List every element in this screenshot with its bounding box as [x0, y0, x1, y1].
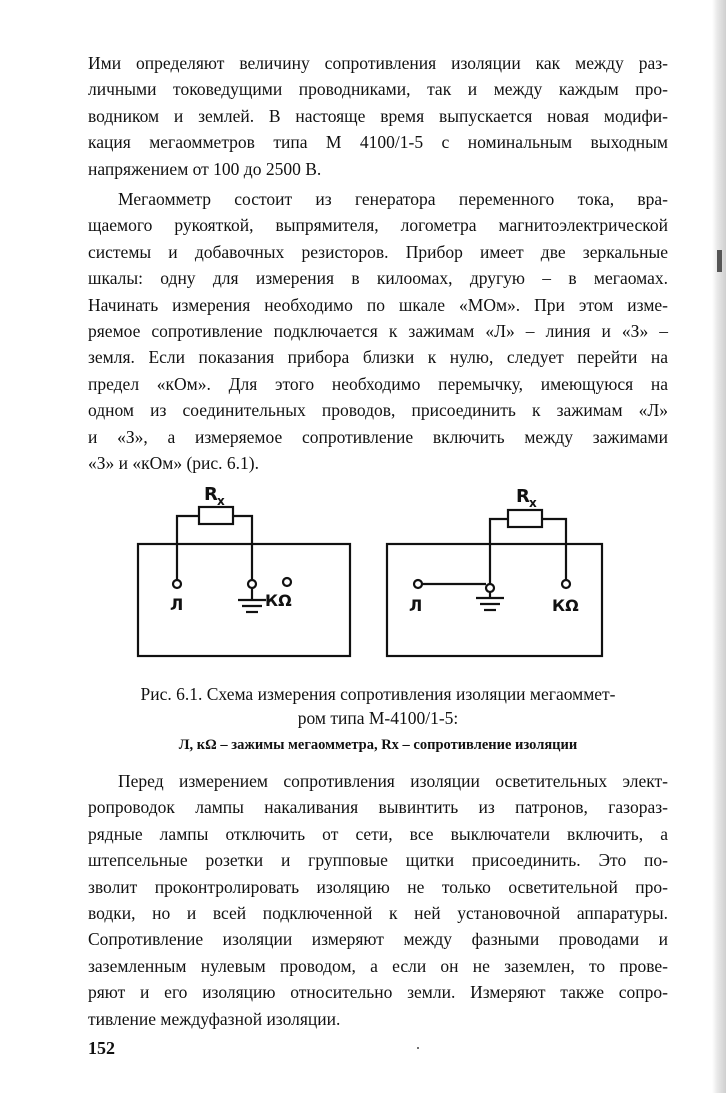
terminal-ground-left	[248, 580, 256, 588]
terminal-ground-right	[486, 584, 494, 592]
terminal-kohm-label-right: КΩ	[552, 596, 579, 615]
text-line: зволит проконтролировать изоляцию не только осветительной про-	[88, 876, 668, 897]
text-line: земля. Если показания прибора близки к нулю, следует перейти на	[88, 347, 668, 368]
text-line: одном из соединительных проводов, присоединить к зажимам «Л»	[88, 400, 668, 421]
terminal-kohm-label-left: КΩ	[265, 591, 292, 610]
text-line: предел «кОм». Для этого необходимо перемычку, имеющуюся на	[88, 373, 668, 394]
terminal-line-label-left: Л	[170, 595, 184, 614]
caption-line-1: Рис. 6.1. Схема измерения сопротивления изоляции мегаоммет-	[140, 684, 616, 704]
text-line: ропроводок лампы накаливания вывинтить из патронов, газораз-	[88, 797, 668, 818]
text-line: рядные лампы отключить от сети, все выключатели включить, а	[88, 823, 668, 844]
terminal-kohm-left	[283, 578, 291, 586]
figure-caption	[88, 682, 668, 730]
text-line: системы и добавочных резисторов. Прибор имеет две зеркальные	[88, 241, 668, 262]
wire-right-kohm	[542, 519, 566, 580]
terminal-line-right	[414, 580, 422, 588]
resistor-label-left: R	[204, 484, 218, 505]
text-line: Ими определяют величину сопротивления изоляции как между раз-	[88, 53, 668, 73]
schematic-left	[138, 507, 350, 656]
text-line: Мегаомметр состоит из генератора переменного тока, вра-	[118, 189, 668, 209]
text-line: ряемое сопротивление подключается к зажимам «Л» – линия и «З» –	[88, 321, 668, 342]
text-line: водки, но и всей подключенной к ней установочной аппаратуры.	[88, 903, 668, 924]
paragraph-3	[88, 768, 668, 1032]
text-line: тивление междуфазной изоляции.	[88, 1008, 341, 1029]
text-line: водником и землей. В настояще время выпускается новая модифи-	[88, 105, 668, 126]
text-line: шкалы: одну для измерения в килоомах, другую – в мегаомах.	[88, 268, 668, 289]
resistor-right	[508, 510, 542, 527]
page-edge-shadow	[712, 0, 726, 1093]
text-line: личными токоведущими проводниками, так и между каждым про-	[88, 79, 668, 100]
paragraph-2	[88, 186, 668, 476]
wire-right-ground	[490, 519, 508, 584]
paragraph-1	[88, 50, 668, 182]
text-line: Перед измерением сопротивления изоляции осветительных элект-	[118, 771, 668, 791]
text-line: напряжением от 100 до 2500 В.	[88, 158, 322, 179]
page-edge-mark	[717, 250, 722, 272]
resistor-left	[199, 507, 233, 524]
text-line: штепсельные розетки и групповые щитки присоединить. Это по-	[88, 850, 668, 871]
wire-left-ground	[233, 516, 252, 580]
resistor-subscript-left: x	[217, 494, 225, 508]
caption-line-2: ром типа М-4100/1-5:	[297, 708, 459, 728]
text-line: Сопротивление изоляции измеряют между фазными проводами и	[88, 929, 668, 950]
terminal-line-left	[173, 580, 181, 588]
resistor-label-right: R	[516, 486, 530, 507]
text-line: заземленным нулевым проводом, а если он не заземлен, то прове-	[88, 955, 668, 976]
wire-left-line	[177, 516, 199, 580]
text-line: «З» и «кОм» (рис. 6.1).	[88, 453, 260, 474]
schematic-right	[387, 510, 602, 656]
text-line: и «З», а измеряемое сопротивление включить между зажимами	[88, 426, 668, 447]
terminal-line-label-right: Л	[409, 596, 423, 615]
text-line: ряют и его изоляцию относительно земли. Измеряют также сопро-	[88, 982, 668, 1003]
text-line: Начинать измерения необходимо по шкале «МОм». При этом изме-	[88, 294, 668, 315]
text-line: щаемого рукояткой, выпрямителя, логометра магнитоэлектрической	[88, 215, 668, 236]
print-speck	[417, 1047, 419, 1049]
page-number: 152	[88, 1038, 115, 1058]
resistor-subscript-right: x	[529, 496, 537, 510]
terminal-kohm-right	[562, 580, 570, 588]
figure-caption-legend: Л, кΩ – зажимы мегаомметра, Rx – сопротивление изоляции	[178, 737, 578, 753]
figure-6-1	[135, 478, 615, 658]
text-line: кация мегаомметров типа М 4100/1-5 с номинальным выходным	[88, 132, 668, 153]
